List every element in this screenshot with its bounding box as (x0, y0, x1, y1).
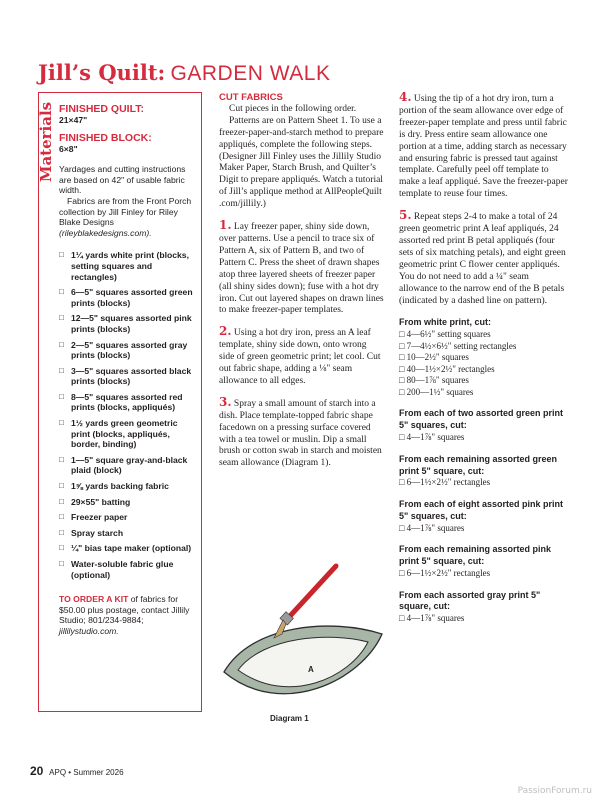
materials-vertical-label: Materials (37, 101, 55, 183)
step-2-number: 2. (219, 324, 232, 339)
material-item (59, 512, 197, 523)
material-item (59, 497, 197, 508)
material-item (59, 481, 197, 492)
step-5-number: 5. (399, 208, 412, 223)
material-item-text: 1¼ yards white print (blocks, setting squares and rectangles) (71, 250, 189, 282)
material-item (59, 250, 197, 282)
brush-handle (290, 566, 336, 616)
checkbox-icon[interactable]: □ (59, 512, 64, 522)
cut-line: □ 4—1⅞" squares (399, 522, 465, 533)
checkbox-icon[interactable]: □ (59, 481, 64, 491)
cut-group-heading: From each remaining assorted green print 5" square, cut: (399, 453, 558, 476)
material-item-text: 1⅝ yards backing fabric (71, 481, 169, 492)
pattern-note: Patterns are on Pattern Sheet 1. To use a freezer-paper-and-starch method to prepare appliqués, complete the following steps. (Designer Jill Finley uses the Jillily Studio Maker Paper, Starch Brush, and Quilter’s Digit to prepare appliqués. Watch a tutorial of Jill’s applique method at AllPeopleQuilt .com/jillily.) (219, 115, 384, 210)
material-item (59, 559, 197, 580)
cut-group-heading: From each remaining assorted pink print 5" square, cut: (399, 544, 552, 567)
material-item-text: ¼" bias tape maker (optional) (71, 543, 192, 554)
cut-line: □ 4—1⅞" squares (399, 613, 465, 624)
cut-group (399, 499, 569, 534)
material-item (59, 313, 197, 334)
step-4-number: 4. (399, 90, 412, 104)
cut-line: □ 6—1½×2½" rectangles (399, 568, 491, 579)
cut-line: □ 10—2½" squares (399, 352, 469, 363)
kit-order-text: of fabrics for $50.00 plus postage, contact Jillily Studio; 801/234-9884; (59, 594, 190, 626)
material-item-text: 1—5" square gray-and-black plaid (block) (71, 454, 188, 476)
cut-group (399, 408, 569, 443)
finished-block-value: 6×8" (59, 143, 78, 154)
checkbox-icon[interactable]: □ (59, 313, 64, 323)
cut-line: □ 40—1½×2½" rectangles (399, 363, 495, 374)
material-item-text: Spray starch (71, 527, 124, 538)
checkbox-icon[interactable]: □ (59, 496, 64, 506)
step-3: 3. Spray a small amount of starch into a dish. Place template-topped fabric shape facedown on a pressing surface covered with a tea towel or muslin. Dip a small brush or cotton swab in starch and moisten seam allowance (Diagram 1). (219, 394, 382, 469)
cut-line: □ 4—6½" setting squares (399, 329, 491, 340)
checkbox-icon[interactable]: □ (59, 559, 64, 568)
material-item (59, 287, 197, 308)
material-item (59, 418, 197, 450)
material-item-text: 2—5" squares assorted gray prints (blocks) (71, 339, 188, 361)
magazine-issue: APQ • Summer 2026 (49, 768, 124, 777)
finished-block-label: FINISHED BLOCK: (59, 131, 152, 144)
rileyblake-link: (rileyblakedesigns.com). (59, 227, 152, 238)
materials-label-bar (39, 93, 53, 711)
checkbox-icon[interactable]: □ (59, 543, 64, 553)
material-item (59, 455, 197, 476)
cut-line: □ 80—1⅞" squares (399, 375, 469, 386)
site-watermark: PassionForum.ru (517, 786, 592, 796)
checkbox-icon[interactable]: □ (59, 391, 64, 401)
material-item-text: 8—5" squares assorted red prints (blocks, appliqués) (71, 391, 183, 413)
cut-group (399, 544, 569, 579)
cut-group (399, 317, 569, 398)
cut-group (399, 454, 569, 489)
jillily-link: jillilystudio.com. (59, 625, 119, 636)
step-3-number: 3. (219, 394, 232, 409)
material-item (59, 528, 197, 539)
materials-fabric-source: Fabrics are from the Front Porch collection by Jill Finley for Riley Blake Designs (rileyblakedesigns.com). (59, 195, 192, 238)
checkbox-icon[interactable]: □ (59, 339, 64, 349)
step-4: 4. Using the tip of a hot dry iron, turn a portion of the seam allowance over edge of freezer-paper template and press until fabric is dry. Press entire seam allowance one portion at a time, adding starch as necessary and ensuring fabric is pressed taut against template. Carefully peel off template to make a leaf appliqué. Save the freezer-paper template to reuse four times. (399, 90, 568, 200)
step-1-number: 1. (219, 218, 232, 233)
diagram-shape-label: A (308, 665, 314, 674)
checkbox-icon[interactable]: □ (59, 527, 64, 537)
instructions-column-2 (399, 92, 569, 625)
material-item (59, 392, 197, 413)
cutting-list (399, 317, 569, 624)
cut-line: □ 200—1½" squares (399, 386, 474, 397)
instructions-column-1 (219, 92, 384, 470)
checkbox-icon[interactable]: □ (59, 454, 64, 464)
cut-group (399, 590, 569, 625)
cut-line: □ 7—4½×6½" setting rectangles (399, 340, 517, 351)
finished-quilt-value: 21×47" (59, 115, 88, 125)
cut-group-heading: From each of two assorted green print 5" squares, cut: (399, 408, 564, 431)
materials-sidebar (38, 92, 202, 712)
material-item (59, 340, 197, 361)
cut-group-heading: From white print, cut: (399, 317, 491, 328)
title-pattern-name: GARDEN WALK (170, 62, 331, 85)
cut-group-heading: From each assorted gray print 5" square, cut: (399, 589, 541, 612)
step-5: 5. Repeat steps 2-4 to make a total of 24 green geometric print A leaf appliqués, 24 assorted red print B petal appliqués (four sets of six matching petals), and eight green geometric print C flower center appliqués. You do not need to add a ¼" seam allowance to the narrow end of the B petals (indicated by a dashed line on pattern). (399, 208, 566, 306)
checkbox-icon[interactable]: □ (59, 365, 64, 375)
page-title (38, 60, 330, 87)
cut-fabrics-heading: CUT FABRICS (219, 92, 283, 103)
material-item (59, 366, 197, 387)
cut-group-heading: From each of eight assorted pink print 5" squares, cut: (399, 498, 564, 521)
material-item-text: Water-soluble fabric glue (optional) (71, 559, 174, 580)
checkbox-icon[interactable]: □ (59, 418, 64, 428)
kit-order-heading: TO ORDER A KIT (59, 594, 129, 605)
material-item-text: 1½ yards green geometric print (blocks, appliqués, border, binding) (71, 418, 178, 450)
checkbox-icon[interactable]: □ (59, 250, 64, 260)
materials-list (59, 250, 197, 580)
step-2: 2. Using a hot dry iron, press an A leaf template, shiny side down, onto wrong side of green geometric print; let cool. Cut out fabric shape, adding a ⅛" seam allowance to all edges. (219, 324, 381, 386)
diagram-1-illustration (212, 560, 392, 730)
page-footer (30, 764, 124, 778)
cut-line: □ 6—1½×2½" rectangles (399, 477, 491, 488)
finished-quilt-label: FINISHED QUILT: (59, 103, 144, 115)
material-item-text: 6—5" squares assorted green prints (blocks) (71, 287, 193, 308)
materials-intro: Yardages and cutting instructions are based on 42" of usable fabric width. (59, 164, 186, 196)
material-item-text: Freezer paper (71, 512, 128, 523)
material-item-text: 29×55" batting (71, 496, 131, 507)
title-quilt-name: Jill’s Quilt: (38, 60, 166, 85)
material-item-text: 3—5" squares assorted black prints (blocks) (71, 365, 192, 387)
cut-line: □ 4—1⅞" squares (399, 432, 465, 443)
material-item (59, 543, 197, 554)
checkbox-icon[interactable]: □ (59, 287, 64, 297)
diagram-caption: Diagram 1 (270, 714, 309, 723)
cut-intro: Cut pieces in the following order. (229, 103, 357, 114)
kit-order-note (59, 594, 197, 636)
page-number: 20 (30, 764, 44, 778)
step-1: 1. Lay freezer paper, shiny side down, over patterns. Use a pencil to trace six of Pattern A, six of Pattern B, and two of Pattern C. Press the sheet of drawn shapes atop three layered sheets of freezer paper (all shiny sides down); fuse with a hot dry iron. Cut out layered shapes on drawn lines to make freezer-paper templates. (219, 218, 384, 316)
material-item-text: 12—5" squares assorted pink prints (blocks) (71, 313, 192, 334)
